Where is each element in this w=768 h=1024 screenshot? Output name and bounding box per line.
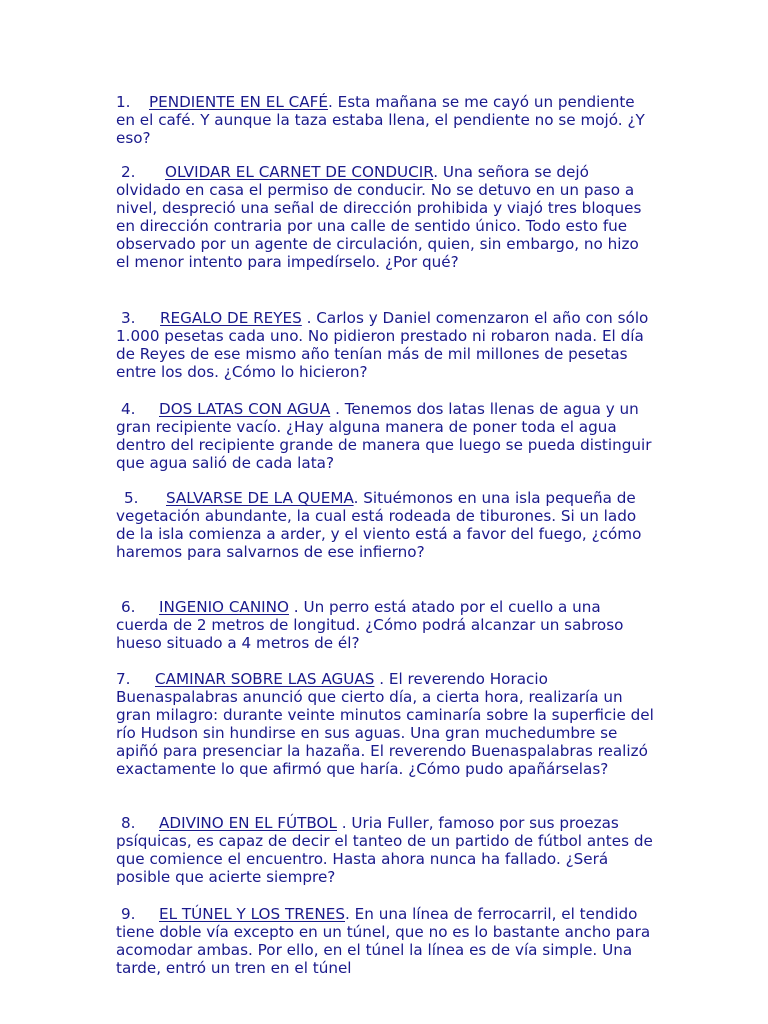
riddle-3 bbox=[116, 309, 656, 381]
riddle-number: 2. bbox=[121, 163, 136, 181]
riddle-text: Uria Fuller, famoso por sus proezas psíquicas, es capaz de decir el tanteo de un partido de fútbol antes de que comience el encuentro. Hasta ahora nunca ha fallado. ¿Será posible que acierte siempre? bbox=[116, 814, 653, 887]
riddle-separator: . bbox=[301, 309, 312, 327]
riddle-number: 7. bbox=[116, 670, 131, 688]
riddle-number: 1. bbox=[116, 93, 131, 111]
riddle-separator: . bbox=[327, 93, 333, 111]
riddle-separator: . bbox=[330, 400, 340, 418]
riddle-separator: . bbox=[353, 489, 359, 507]
riddle-title: PENDIENTE EN EL CAFÉ bbox=[149, 93, 328, 111]
riddle-7 bbox=[116, 670, 656, 779]
riddle-title: INGENIO CANINO bbox=[159, 598, 289, 616]
riddle-text: Situémonos en una isla pequeña de vegetación abundante, la cual está rodeada de tiburones. Si un lado de la isla comienza a arder, y el viento está a favor del fuego, ¿cómo haremos para salvarnos de ese infierno? bbox=[116, 489, 642, 562]
riddle-1 bbox=[116, 93, 656, 147]
riddle-text: El reverendo Horacio Buenaspalabras anunció que cierto día, a cierta hora, realizaría un gran milagro: durante veinte minutos caminaría sobre la superficie del río Hudson sin hundirse en sus aguas. Una gran muchedumbre se apiñó para presenciar la hazaña. El reverendo Buenaspalabras realizó exactamente lo que afirmó que haría. ¿Cómo pudo apañárselas? bbox=[116, 670, 654, 779]
riddle-title: DOS LATAS CON AGUA bbox=[159, 400, 331, 418]
riddle-number: 5. bbox=[124, 489, 139, 507]
riddle-number: 6. bbox=[121, 598, 136, 616]
riddle-separator: . bbox=[288, 598, 299, 616]
riddle-separator: . bbox=[433, 163, 439, 181]
riddle-separator: . bbox=[345, 905, 350, 923]
riddle-text: Un perro está atado por el cuello a una cuerda de 2 metros de longitud. ¿Cómo podrá alcanzar un sabroso hueso situado a 4 metros de él? bbox=[116, 598, 624, 653]
riddle-number: 3. bbox=[121, 309, 136, 327]
riddle-text: Carlos y Daniel comenzaron el año con sólo 1.000 pesetas cada uno. No pidieron prestado ni robaron nada. El día de Reyes de ese mismo año tenían más de mil millones de pesetas entre los dos. ¿Cómo lo hicieron? bbox=[116, 309, 649, 382]
riddle-number: 9. bbox=[121, 905, 136, 923]
riddle-5 bbox=[116, 489, 656, 561]
riddle-4 bbox=[116, 400, 656, 472]
riddle-separator: . bbox=[374, 670, 385, 688]
riddle-title: ADIVINO EN EL FÚTBOL bbox=[159, 814, 337, 832]
riddle-9 bbox=[116, 905, 656, 977]
riddle-title: CAMINAR SOBRE LAS AGUAS bbox=[155, 670, 375, 688]
riddle-number: 8. bbox=[121, 814, 136, 832]
riddle-separator: . bbox=[336, 814, 347, 832]
riddle-title: OLVIDAR EL CARNET DE CONDUCIR bbox=[165, 163, 434, 181]
riddle-title: SALVARSE DE LA QUEMA bbox=[166, 489, 354, 507]
riddle-2 bbox=[116, 163, 656, 272]
riddle-text: En una línea de ferrocarril, el tendido tiene doble vía excepto en un túnel, que no es lo bastante ancho para acomodar ambas. Por ello, en el túnel la línea es de vía simple. Una tarde, entró un tren en el túnel bbox=[116, 905, 651, 978]
riddle-text: Tenemos dos latas llenas de agua y un gran recipiente vacío. ¿Hay alguna manera de poner toda el agua dentro del recipiente grande de manera que luego se pueda distinguir que agua salió de cada lata? bbox=[116, 400, 652, 473]
riddle-number: 4. bbox=[121, 400, 136, 418]
riddle-title: EL TÚNEL Y LOS TRENES bbox=[159, 905, 345, 923]
riddle-title: REGALO DE REYES bbox=[160, 309, 302, 327]
riddle-text: Esta mañana se me cayó un pendiente en el café. Y aunque la taza estaba llena, el pendiente no se mojó. ¿Y eso? bbox=[116, 93, 645, 148]
riddle-text: Una señora se dejó olvidado en casa el permiso de conducir. No se detuvo en un paso a nivel, despreció una señal de dirección prohibida y viajó tres bloques en dirección contraria por una calle de sentido único. Todo esto fue observado por un agente de circulación, quien, sin embargo, no hizo el menor intento para impedírselo. ¿Por qué? bbox=[116, 163, 642, 272]
riddle-6 bbox=[116, 598, 656, 652]
riddle-8 bbox=[116, 814, 656, 886]
